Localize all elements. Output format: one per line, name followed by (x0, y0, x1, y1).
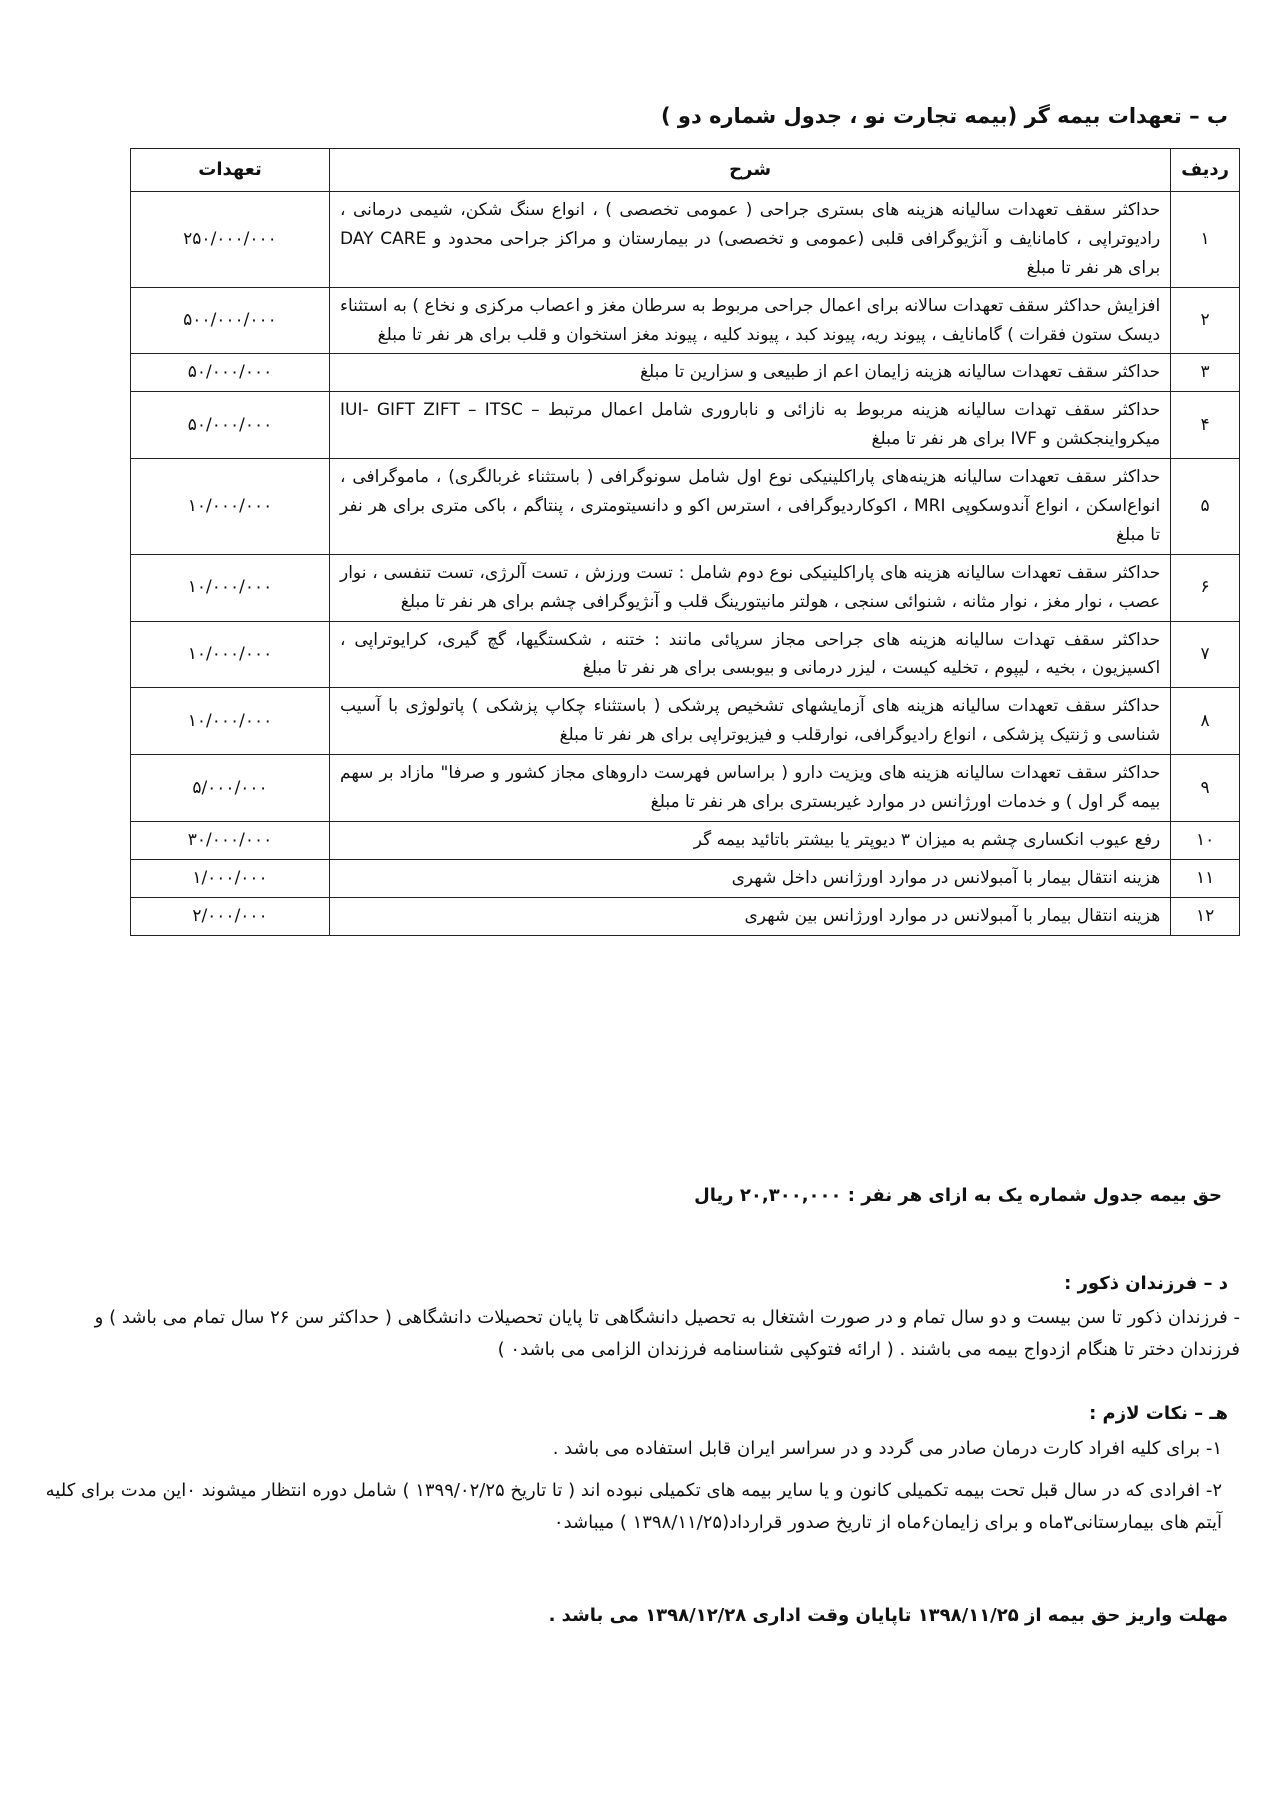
header-amount: تعهدات (131, 149, 330, 192)
table-row (131, 859, 1240, 897)
row-number: ۸ (1171, 688, 1240, 755)
table-row (131, 287, 1240, 354)
premium-line: حق بیمه جدول شماره یک به ازای هر نفر : ۲۰,۳۰۰,۰۰۰ ریال (694, 1185, 1222, 1206)
notes-heading: هـ – نکات لازم : (1089, 1403, 1228, 1424)
table-header-row (131, 149, 1240, 192)
row-amount: ۲۵۰/۰۰۰/۰۰۰ (131, 192, 330, 288)
table-row (131, 354, 1240, 392)
table-row (131, 821, 1240, 859)
row-amount: ۵/۰۰۰/۰۰۰ (131, 755, 330, 822)
row-description: حداکثر سقف تهدات سالیانه هزینه های جراحی مجاز سرپائی مانند : ختنه ، شکستگیها، گچ گیری، کرایوتراپی ، اکسیزیون ، بخیه ، لیپوم ، تخلیه کیست ، لیزر درمانی و بیوبسی برای هر نفر تا مبلغ (330, 621, 1171, 688)
table-row (131, 755, 1240, 822)
table-row (131, 621, 1240, 688)
row-number: ۵ (1171, 459, 1240, 555)
row-number: ۳ (1171, 354, 1240, 392)
table-row (131, 554, 1240, 621)
header-row-number: ردیف (1171, 149, 1240, 192)
children-heading: د – فرزندان ذکور : (1064, 1273, 1228, 1294)
notes-item-1: ۱- برای کلیه افراد کارت درمان صادر می گردد و در سراسر ایران قابل استفاده می باشد . (552, 1438, 1222, 1459)
row-number: ۶ (1171, 554, 1240, 621)
row-amount: ۳۰/۰۰۰/۰۰۰ (131, 821, 330, 859)
row-amount: ۱۰/۰۰۰/۰۰۰ (131, 459, 330, 555)
row-number: ۱ (1171, 192, 1240, 288)
row-description: حداکثر سقف تعهدات سالیانه هزینه های پاراکلینیکی نوع دوم شامل : تست ورزش ، تست آلرژی، تست تنفسی ، نوار عصب ، نوار مغز ، نوار مثانه ، شنوائی سنجی ، هولتر مانیتورینگ قلب و آنژیوگرافی چشم برای هر نفر تا مبلغ (330, 554, 1171, 621)
row-description: حداکثر سقف تعهدات سالیانه هزینه های آزمایشهای تشخیص پرشکی ( باستثناء چکاپ پزشکی ) پاتولوژی با آسیب شناسی و ژنتیک پزشکی ، انواع رادیوگرافی، نوارقلب و فیزیوتراپی برای هر نفر تا مبلغ (330, 688, 1171, 755)
section-title: ب – تعهدات بیمه گر (بیمه تجارت نو ، جدول شماره دو ) (661, 104, 1228, 128)
table-row (131, 459, 1240, 555)
row-amount: ۱۰/۰۰۰/۰۰۰ (131, 621, 330, 688)
row-description: رفع عیوب انکساری چشم به میزان ۳ دیوپتر یا بیشتر باتائید بیمه گر (330, 821, 1171, 859)
row-number: ۱۲ (1171, 897, 1240, 935)
row-number: ۱۰ (1171, 821, 1240, 859)
row-description: حداکثر سقف تعهدات سالیانه هزینه های بستری جراحی ( عمومی تخصصی ) ، انواع سنگ شکن، شیمی درمانی ، رادیوتراپی ، کامانایف و آنژیوگرافی قلبی (عمومی و تخصصی) در بیمارستان و مراکز جراحی محدود و DAY CARE برای هر نفر تا مبلغ (330, 192, 1171, 288)
children-text: - فرزندان ذکور تا سن بیست و دو سال تمام و در صورت اشتغال به تحصیل دانشگاهی تا پایان تحصیلات دانشگاهی ( حداکثر سن ۲۶ سال تمام می باشد ) و فرزندان دختر تا هنگام ازدواج بیمه می باشند . ( ارائه فتوکپی شناسنامه فرزندان الزامی می باشد۰ ) (94, 1307, 1240, 1360)
row-description: افزایش حداکثر سقف تعهدات سالانه برای اعمال جراحی مربوط به سرطان مغز و اعصاب مرکزی و نخاع ) به استثناء دیسک ستون فقرات ) گامانایف ، پیوند ریه، پیوند کبد ، پیوند کلیه ، پیوند مغز استخوان و قلب برای هر نفر تا مبلغ (330, 287, 1171, 354)
row-number: ۷ (1171, 621, 1240, 688)
table-row (131, 688, 1240, 755)
row-description: حداکثر سقف تعهدات سالیانه هزینه های ویزیت دارو ( براساس فهرست داروهای مجاز کشور و صرفا" مازاد بر سهم بیمه گر اول ) و خدمات اورژانس در موارد غیربستری برای هر نفر تا مبلغ (330, 755, 1171, 822)
notes-item-2: ۲- افرادی که در سال قبل تحت بیمه تکمیلی کانون و یا سایر بیمه های تکمیلی نبوده اند ( تا تاریخ ۱۳۹۹/۰۲/۲۵ ) شامل دوره انتظار میشوند ۰این مدت برای کلیه آیتم های بیمارستانی۳ماه و برای زایمان۶ماه از تاریخ صدور قرارداد(۱۳۹۸/۱۱/۲۵ ) میباشد۰ (45, 1480, 1222, 1533)
row-description: حداکثر سقف تعهدات سالیانه هزینه‌های پاراکلینیکی نوع اول شامل سونوگرافی ( باستثناء غربالگری) ، ماموگرافی ، انواع‌اسکن ، انواع آندوسکوپی MRI ، اکوکاردیوگرافی ، استرس اکو و دانسیتومتری ، پنتاگم ، باکی متری برای هر نفر تا مبلغ (330, 459, 1171, 555)
row-amount: ۲/۰۰۰/۰۰۰ (131, 897, 330, 935)
row-number: ۴ (1171, 392, 1240, 459)
table-row (131, 192, 1240, 288)
payment-deadline: مهلت واریز حق بیمه از ۱۳۹۸/۱۱/۲۵ تاپایان وقت اداری ۱۳۹۸/۱۲/۲۸ می باشد . (548, 1605, 1228, 1626)
row-description: هزینه انتقال بیمار با آمبولانس در موارد اورژانس بین شهری (330, 897, 1171, 935)
row-number: ۹ (1171, 755, 1240, 822)
benefits-table (130, 148, 1240, 936)
table-row (131, 897, 1240, 935)
row-amount: ۱۰/۰۰۰/۰۰۰ (131, 688, 330, 755)
row-description: حداکثر سقف تعهدات سالیانه هزینه زایمان اعم از طبیعی و سزارین تا مبلغ (330, 354, 1171, 392)
row-amount: ۱۰/۰۰۰/۰۰۰ (131, 554, 330, 621)
row-amount: ۵۰۰/۰۰۰/۰۰۰ (131, 287, 330, 354)
row-amount: ۵۰/۰۰۰/۰۰۰ (131, 354, 330, 392)
row-description: حداکثر سقف تهدات سالیانه هزینه مربوط به نازائی و ناباروری شامل اعمال مرتبط – IUI- GIFT ZIFT – ITSC میکرواینجکشن و IVF برای هر نفر تا مبلغ (330, 392, 1171, 459)
row-number: ۲ (1171, 287, 1240, 354)
row-amount: ۱/۰۰۰/۰۰۰ (131, 859, 330, 897)
row-description: هزینه انتقال بیمار با آمبولانس در موارد اورژانس داخل شهری (330, 859, 1171, 897)
header-description: شرح (330, 149, 1171, 192)
table-row (131, 392, 1240, 459)
row-number: ۱۱ (1171, 859, 1240, 897)
row-amount: ۵۰/۰۰۰/۰۰۰ (131, 392, 330, 459)
